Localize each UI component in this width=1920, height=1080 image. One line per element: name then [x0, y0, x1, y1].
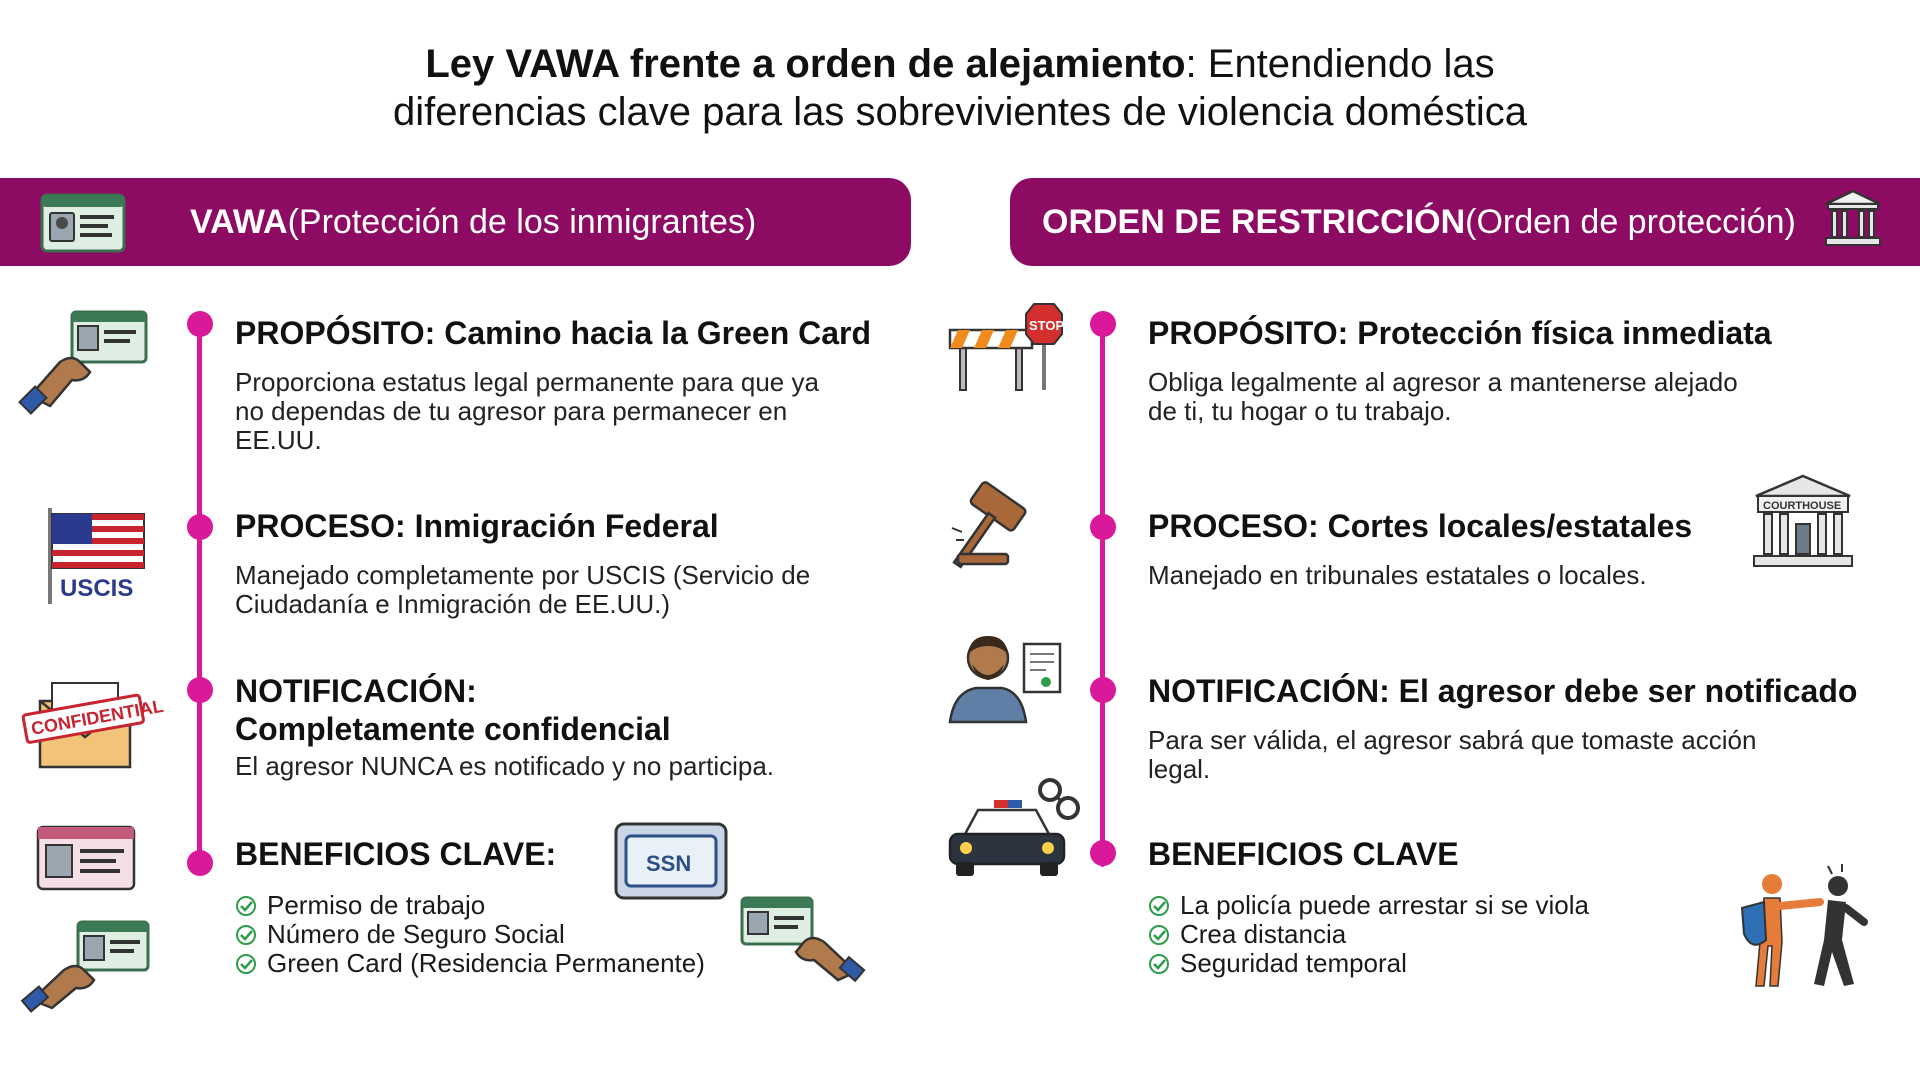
restraining-banner-rest: (Orden de protección) — [1465, 202, 1796, 241]
uscis-label: USCIS — [60, 575, 134, 602]
restraining-banner-bold: ORDEN DE RESTRICCIÓN — [1042, 202, 1466, 241]
check-circle-icon — [235, 924, 257, 946]
restraining-order-banner — [1010, 178, 1920, 266]
courthouse-icon — [1750, 472, 1856, 572]
list-item: Seguridad temporal — [1148, 949, 1708, 978]
restraining-dot-proposito — [1090, 311, 1116, 337]
vawa-proceso — [235, 507, 935, 619]
vawa-dot-notificacion — [187, 677, 213, 703]
vawa-proposito-body: Proporciona estatus legal permanente para que ya no dependas de tu agresor para permanecer en EE.UU. — [235, 367, 819, 455]
list-item: Número de Seguro Social — [235, 920, 795, 949]
list-item: Permiso de trabajo — [235, 891, 795, 920]
vawa-dot-proceso — [187, 514, 213, 540]
list-item: La policía puede arrestar si se viola — [1148, 891, 1708, 920]
check-circle-icon — [1148, 895, 1170, 917]
confidential-envelope-icon — [22, 677, 166, 773]
vawa-timeline — [197, 322, 202, 867]
stop-label: STOP — [1029, 318, 1065, 333]
vawa-banner — [0, 178, 911, 266]
roadblock-stop-icon — [946, 300, 1064, 392]
hand-holding-card-icon-3 — [740, 896, 866, 980]
id-card-icon — [36, 825, 136, 891]
list-item: Crea distancia — [1148, 920, 1708, 949]
restraining-proceso — [1148, 507, 1748, 590]
restraining-notificacion — [1148, 672, 1908, 784]
gavel-icon — [948, 480, 1064, 570]
person-shield-defense-icon — [1738, 862, 1870, 990]
restraining-proposito-heading: PROPÓSITO: Protección física inmediata — [1148, 315, 1772, 351]
restraining-beneficios — [1148, 835, 1708, 978]
vawa-banner-rest: (Protección de los inmigrantes) — [287, 202, 757, 241]
restraining-proceso-body: Manejado en tribunales estatales o locales. — [1148, 560, 1647, 590]
page-title — [0, 40, 1920, 136]
restraining-dot-beneficios — [1090, 840, 1116, 866]
vawa-dot-beneficios — [187, 850, 213, 876]
confidential-label: CONFIDENTIAL — [29, 695, 166, 739]
restraining-dot-proceso — [1090, 514, 1116, 540]
restraining-proposito-body: Obliga legalmente al agresor a mantenerse alejado de ti, tu hogar o tu trabajo. — [1148, 367, 1738, 426]
restraining-beneficios-heading: BENEFICIOS CLAVE — [1148, 836, 1459, 872]
vawa-notificacion — [235, 672, 935, 781]
vawa-dot-proposito — [187, 311, 213, 337]
courthouse-label: COURTHOUSE — [1763, 500, 1842, 512]
restraining-proceso-heading: PROCESO: Cortes locales/estatales — [1148, 508, 1693, 544]
ssn-card-icon — [614, 822, 728, 900]
restraining-notificacion-heading: NOTIFICACIÓN: El agresor debe ser notificado — [1148, 673, 1858, 709]
vawa-proceso-body: Manejado completamente por USCIS (Servicio de Ciudadanía e Inmigración de EE.UU.) — [235, 560, 811, 619]
vawa-proceso-heading: PROCESO: Inmigración Federal — [235, 508, 719, 544]
restraining-proposito — [1148, 314, 1848, 426]
ssn-label: SSN — [646, 851, 692, 876]
courthouse-small-icon — [1822, 188, 1884, 248]
vawa-proposito — [235, 314, 935, 455]
vawa-notificacion-body: El agresor NUNCA es notificado y no participa. — [235, 751, 775, 781]
hand-holding-card-icon — [20, 310, 150, 410]
police-car-handcuffs-icon — [944, 770, 1082, 886]
vawa-beneficios-heading: BENEFICIOS CLAVE: — [235, 836, 557, 872]
vawa-proposito-heading: PROPÓSITO: Camino hacia la Green Card — [235, 315, 872, 351]
restraining-benefits-list — [1148, 891, 1708, 978]
hand-holding-card-icon-2 — [22, 920, 152, 1010]
vawa-banner-bold: VAWA — [190, 202, 288, 241]
check-circle-icon — [1148, 953, 1170, 975]
check-circle-icon — [235, 895, 257, 917]
list-item: Green Card (Residencia Permanente) — [235, 949, 795, 978]
title-line2: diferencias clave para las sobrevivientes de violencia doméstica — [393, 90, 1527, 134]
usa-flag-uscis-icon — [44, 508, 148, 604]
restraining-dot-notificacion — [1090, 677, 1116, 703]
green-card-icon — [40, 193, 126, 253]
vawa-notificacion-heading-2: Completamente confidencial — [235, 711, 671, 747]
restraining-timeline — [1100, 322, 1105, 867]
restraining-notificacion-body: Para ser válida, el agresor sabrá que tomaste acción legal. — [1148, 725, 1757, 784]
check-circle-icon — [1148, 924, 1170, 946]
title-rest: : Entendiendo las — [1185, 42, 1495, 86]
vawa-notificacion-heading-1: NOTIFICACIÓN: — [235, 673, 477, 709]
man-with-document-icon — [946, 624, 1064, 724]
vawa-benefits-list — [235, 891, 795, 978]
title-bold: Ley VAWA frente a orden de alejamiento — [425, 42, 1186, 86]
check-circle-icon — [235, 953, 257, 975]
